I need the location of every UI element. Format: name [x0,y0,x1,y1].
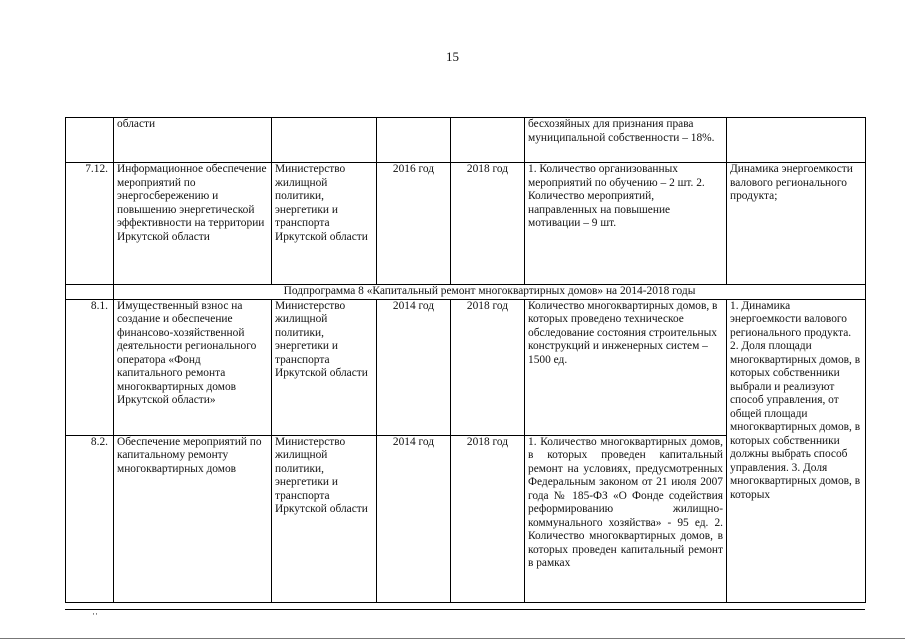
target-indicator [727,118,866,163]
table-row [66,163,866,285]
table-row [66,299,866,435]
end-year: 2018 год [451,163,525,285]
page-number: 15 [446,49,459,64]
subprogram-number-cell [66,285,114,300]
stray-mark: ·· [92,609,98,619]
executor: Министерство жилищной политики, энергетики и транспорта Иркутской области [272,435,377,602]
target-indicator: Динамика энергоемкости валового регионального продукта; [727,163,866,285]
subprogram-row [66,285,866,300]
expected-result: 1. Количество организованных мероприятий по обучению – 2 шт. 2. Количество мероприятий, направленных на повышение мотивации – 9 шт. [525,163,727,285]
expected-result: 1. Количество многоквартирных домов, в которых проведен капитальный ремонт на условиях, предусмотренных Федеральным законом от 21 июля 2007 года № 185-ФЗ «О Фонде содействия реформированию жилищно-коммунального хозяйства» - 95 ед. 2. Количество многоквартирных домов, в которых проведен капитальный ремонт в рамках [525,435,727,602]
executor [272,118,377,163]
row-number: 7.12. [66,163,114,285]
end-year: 2018 год [451,435,525,602]
end-year [451,118,525,163]
row-number [66,118,114,163]
table-row [66,118,866,163]
page-bottom-rule [65,609,865,610]
measure-name: Информационное обеспечение мероприятий по энергосбережению и повышению энергетической эффективности на территории Иркутской области [114,163,272,285]
row-number: 8.1. [66,299,114,435]
measure-name: Имущественный взнос на создание и обеспечение финансово-хозяйственной деятельности регионального оператора «Фонд капитального ремонта многоквартирных домов Иркутской области» [114,299,272,435]
expected-result: Количество многоквартирных домов, в которых проведено техническое обследование состояния строительных конструкций и инженерных систем – 1500 ед. [525,299,727,435]
scan-edge-line [0,638,905,639]
start-year: 2014 год [377,299,451,435]
start-year: 2016 год [377,163,451,285]
end-year: 2018 год [451,299,525,435]
row-number: 8.2. [66,435,114,602]
executor: Министерство жилищной политики, энергетики и транспорта Иркутской области [272,163,377,285]
measure-name: области [114,118,272,163]
measure-name: Обеспечение мероприятий по капитальному ремонту многоквартирных домов [114,435,272,602]
subprogram-title: Подпрограмма 8 «Капитальный ремонт многоквартирных домов» на 2014-2018 годы [114,285,866,300]
expected-result: бесхозяйных для признания права муниципальной собственности – 18%. [525,118,727,163]
executor: Министерство жилищной политики, энергетики и транспорта Иркутской области [272,299,377,435]
start-year: 2014 год [377,435,451,602]
target-indicator: 1. Динамика энергоемкости валового регионального продукта. 2. Доля площади многоквартирных домов, в которых собственники выбрали и реализуют способ управления, от общей площади многоквартирных домов, в которых собственники должны выбрать способ управления. 3. Доля многоквартирных домов, в которых [727,299,866,602]
start-year [377,118,451,163]
program-measures-table [65,117,866,603]
